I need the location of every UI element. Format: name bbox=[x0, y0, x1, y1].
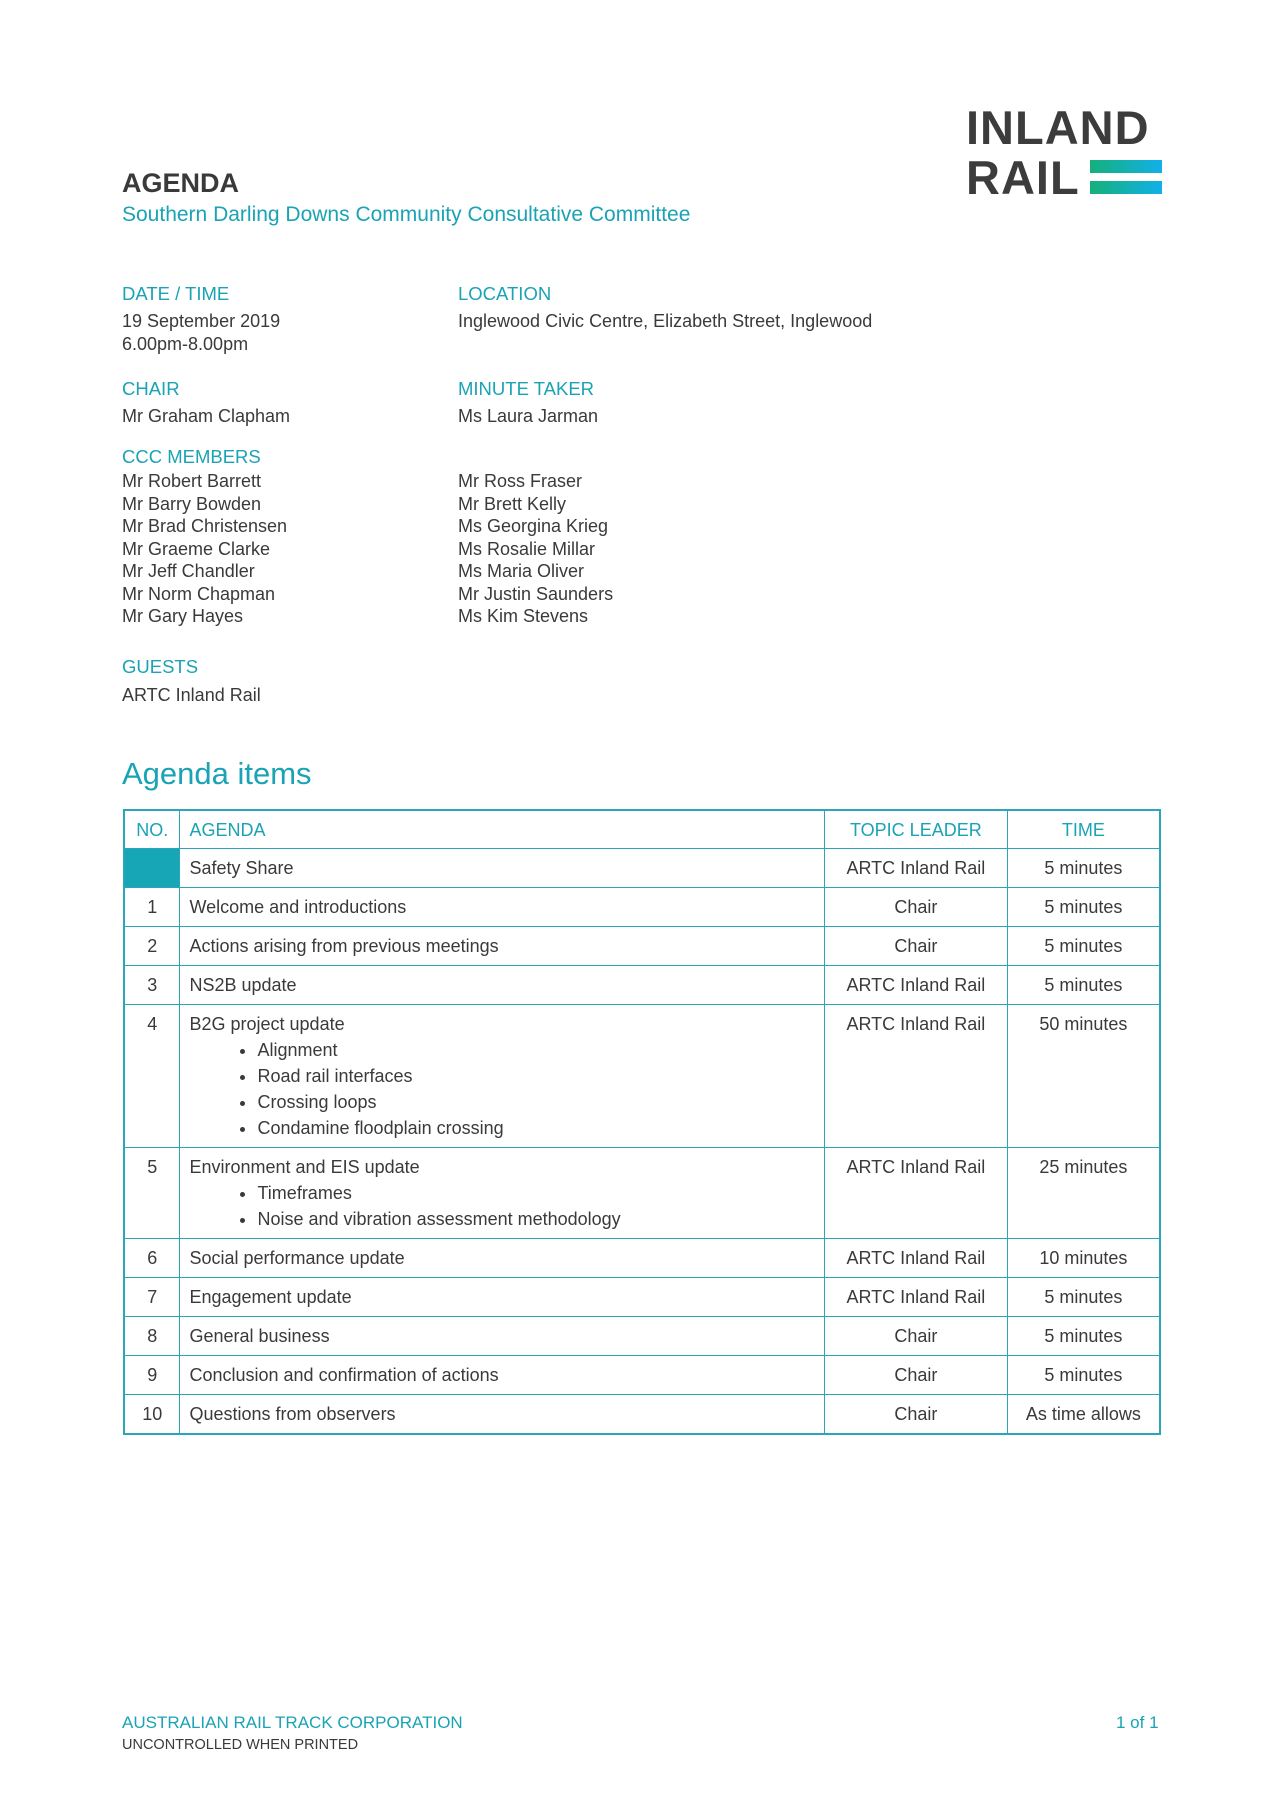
agenda-item: Welcome and introductions bbox=[189, 897, 407, 917]
topic-leader: ARTC Inland Rail bbox=[825, 1148, 1008, 1239]
table-row bbox=[124, 1317, 1160, 1356]
member: Mr Graeme Clarke bbox=[122, 538, 271, 559]
member: Mr Brad Christensen bbox=[122, 516, 288, 536]
agenda-cell bbox=[180, 888, 825, 927]
agenda-item: Actions arising from previous meetings bbox=[189, 936, 499, 956]
agenda-cell bbox=[180, 927, 825, 966]
location-label: LOCATION bbox=[458, 283, 552, 304]
agenda-item: Engagement update bbox=[189, 1287, 352, 1307]
time: 5 minutes bbox=[1007, 927, 1160, 966]
table-row bbox=[124, 966, 1160, 1005]
sub-item: • Crossing loops bbox=[257, 1089, 815, 1115]
member: Mr Norm Chapman bbox=[122, 583, 276, 604]
table-row bbox=[124, 1005, 1160, 1148]
time: 5 minutes bbox=[1007, 849, 1160, 888]
agenda-cell bbox=[180, 966, 825, 1005]
minute-taker-value: Ms Laura Jarman bbox=[458, 406, 599, 426]
member: Ms Kim Stevens bbox=[458, 606, 589, 626]
logo-line2: RAIL bbox=[966, 151, 1080, 204]
time: 5 minutes bbox=[1007, 966, 1160, 1005]
row-number: 9 bbox=[124, 1356, 180, 1395]
sub-item: • Noise and vibration assessment methodology bbox=[257, 1206, 815, 1232]
time: 5 minutes bbox=[1007, 1356, 1160, 1395]
chair-label: CHAIR bbox=[122, 378, 180, 399]
table-row bbox=[124, 849, 1160, 888]
page-number: 1 of 1 bbox=[1116, 1713, 1159, 1732]
member: Mr Brett Kelly bbox=[458, 493, 567, 514]
agenda-item: General business bbox=[189, 1326, 330, 1346]
agenda-item: Safety Share bbox=[189, 858, 294, 878]
chair-value: Mr Graham Clapham bbox=[122, 406, 291, 426]
agenda-cell bbox=[180, 1239, 825, 1278]
topic-leader: ARTC Inland Rail bbox=[825, 1005, 1008, 1148]
member: Mr Robert Barrett bbox=[122, 471, 262, 491]
agenda-cell bbox=[180, 1278, 825, 1317]
members-right-list bbox=[458, 470, 613, 628]
row-number: 7 bbox=[124, 1278, 180, 1317]
row-number: 8 bbox=[124, 1317, 180, 1356]
table-header bbox=[124, 810, 1160, 849]
logo-bar-bottom bbox=[1090, 181, 1162, 194]
col-topic-leader: TOPIC LEADER bbox=[825, 810, 1008, 849]
agenda-cell bbox=[180, 1395, 825, 1435]
member: Ms Georgina Krieg bbox=[458, 516, 609, 536]
agenda-cell bbox=[180, 849, 825, 888]
row-number: 5 bbox=[124, 1148, 180, 1239]
table-row bbox=[124, 1239, 1160, 1278]
sub-item: • Condamine floodplain crossing bbox=[257, 1115, 815, 1141]
table-row bbox=[124, 1395, 1160, 1435]
inland-rail-logo bbox=[966, 101, 1162, 204]
time: 25 minutes bbox=[1007, 1148, 1160, 1239]
sub-items bbox=[189, 1037, 815, 1141]
member: Mr Barry Bowden bbox=[122, 493, 262, 514]
guests-value: ARTC Inland Rail bbox=[122, 685, 261, 705]
row-number: 3 bbox=[124, 966, 180, 1005]
topic-leader: Chair bbox=[825, 927, 1008, 966]
agenda-table bbox=[123, 809, 1161, 1435]
topic-leader: Chair bbox=[825, 1395, 1008, 1435]
logo-line1: INLAND bbox=[966, 101, 1150, 154]
table-row bbox=[124, 927, 1160, 966]
agenda-cell bbox=[180, 1356, 825, 1395]
page-title: AGENDA bbox=[122, 168, 240, 198]
sub-items bbox=[189, 1180, 815, 1232]
row-number: 6 bbox=[124, 1239, 180, 1278]
agenda-item: NS2B update bbox=[189, 975, 297, 995]
row-number: 4 bbox=[124, 1005, 180, 1148]
agenda-cell bbox=[180, 1148, 825, 1239]
member: Mr Jeff Chandler bbox=[122, 561, 255, 581]
agenda-heading: Agenda items bbox=[122, 756, 312, 791]
location-value: Inglewood Civic Centre, Elizabeth Street, Inglewood bbox=[458, 311, 873, 331]
footer-org: AUSTRALIAN RAIL TRACK CORPORATION bbox=[122, 1713, 463, 1732]
sub-item: • Alignment bbox=[257, 1037, 815, 1063]
footer-note: UNCONTROLLED WHEN PRINTED bbox=[122, 1737, 359, 1753]
agenda-cell bbox=[180, 1005, 825, 1148]
agenda-item: Environment and EIS update bbox=[189, 1157, 420, 1177]
topic-leader: ARTC Inland Rail bbox=[825, 849, 1008, 888]
row-number: 2 bbox=[124, 927, 180, 966]
time: 5 minutes bbox=[1007, 1278, 1160, 1317]
time: 6.00pm-8.00pm bbox=[122, 333, 249, 354]
topic-leader: ARTC Inland Rail bbox=[825, 1239, 1008, 1278]
agenda-item: Conclusion and confirmation of actions bbox=[189, 1365, 499, 1385]
member: Ms Rosalie Millar bbox=[458, 538, 596, 559]
members-left-list bbox=[122, 470, 287, 628]
sub-item: • Road rail interfaces bbox=[257, 1063, 815, 1089]
date-label: DATE / TIME bbox=[122, 283, 230, 304]
agenda-cell bbox=[180, 1317, 825, 1356]
committee-name: Southern Darling Downs Community Consultative Committee bbox=[122, 203, 691, 226]
logo-bar-top bbox=[1090, 160, 1162, 173]
col-time: TIME bbox=[1007, 810, 1160, 849]
guests-label: GUESTS bbox=[122, 656, 199, 677]
row-number: 10 bbox=[124, 1395, 180, 1435]
time: 5 minutes bbox=[1007, 1317, 1160, 1356]
topic-leader: Chair bbox=[825, 1356, 1008, 1395]
date-value bbox=[122, 310, 280, 355]
topic-leader: Chair bbox=[825, 888, 1008, 927]
table-row bbox=[124, 1356, 1160, 1395]
time: As time allows bbox=[1007, 1395, 1160, 1435]
topic-leader: ARTC Inland Rail bbox=[825, 1278, 1008, 1317]
col-agenda: AGENDA bbox=[180, 810, 825, 849]
minute-taker-label: MINUTE TAKER bbox=[458, 378, 595, 399]
member: Mr Gary Hayes bbox=[122, 606, 244, 626]
table-row bbox=[124, 1148, 1160, 1239]
col-no: NO. bbox=[124, 810, 180, 849]
agenda-item: B2G project update bbox=[189, 1014, 345, 1034]
time: 50 minutes bbox=[1007, 1005, 1160, 1148]
table-row bbox=[124, 1278, 1160, 1317]
member: Mr Justin Saunders bbox=[458, 583, 614, 604]
row-number bbox=[124, 849, 180, 888]
topic-leader: Chair bbox=[825, 1317, 1008, 1356]
time: 10 minutes bbox=[1007, 1239, 1160, 1278]
topic-leader: ARTC Inland Rail bbox=[825, 966, 1008, 1005]
time: 5 minutes bbox=[1007, 888, 1160, 927]
sub-item: • Timeframes bbox=[257, 1180, 815, 1206]
member: Ms Maria Oliver bbox=[458, 561, 585, 581]
agenda-item: Social performance update bbox=[189, 1248, 405, 1268]
date: 19 September 2019 bbox=[122, 311, 281, 331]
row-number: 1 bbox=[124, 888, 180, 927]
agenda-item: Questions from observers bbox=[189, 1404, 396, 1424]
table-row bbox=[124, 888, 1160, 927]
members-label: CCC MEMBERS bbox=[122, 446, 261, 467]
member: Mr Ross Fraser bbox=[458, 471, 583, 491]
